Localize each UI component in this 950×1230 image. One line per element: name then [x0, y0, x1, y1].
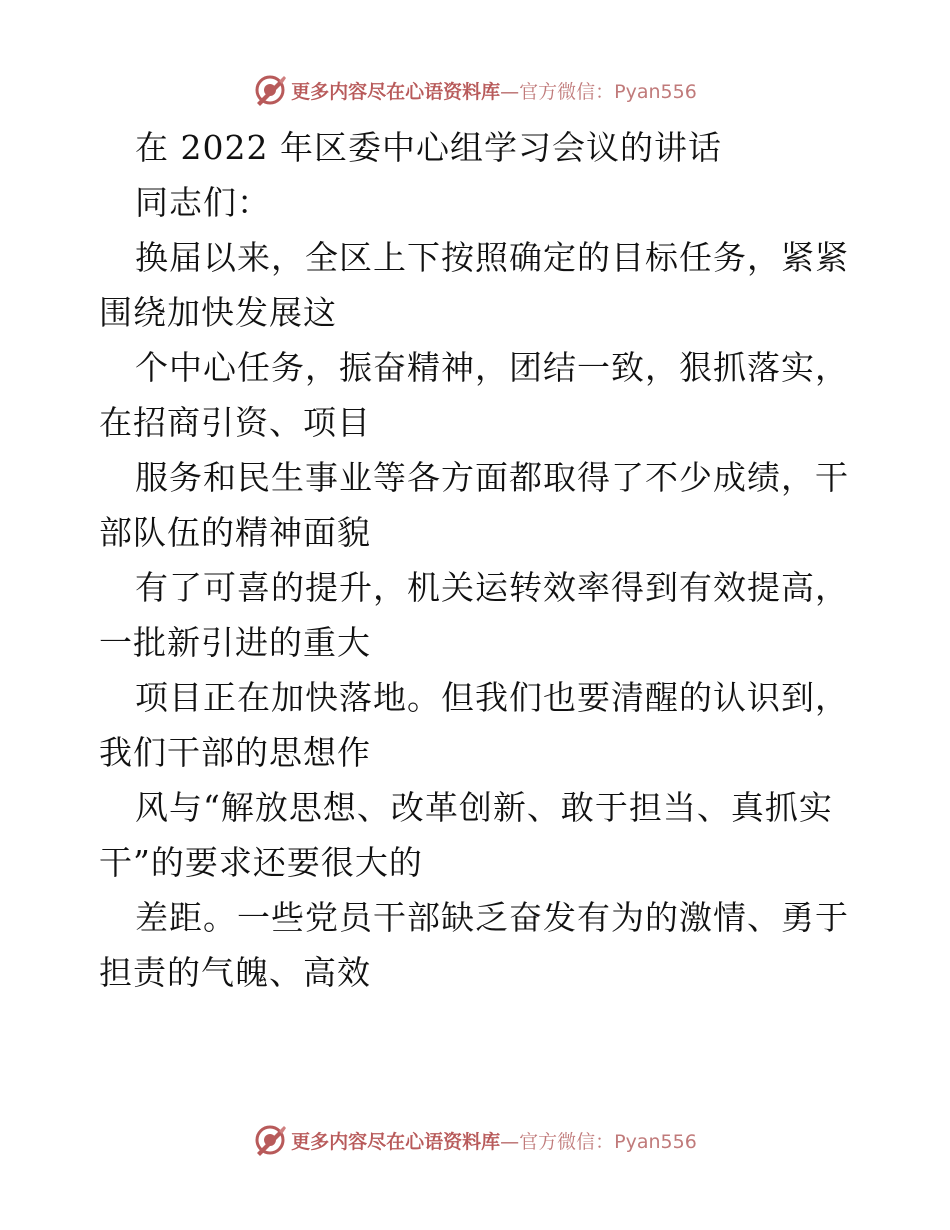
header-watermark: [0, 70, 950, 110]
paragraph-line: 一批新引进的重大: [99, 623, 371, 662]
paragraph-line: 部队伍的精神面貌: [99, 513, 371, 552]
paragraph-line: 干”的要求还要很大的: [99, 843, 423, 882]
document-body: [99, 120, 859, 1000]
paragraph-line: 有了可喜的提升，机关运转效率得到有效提高，: [135, 568, 849, 607]
paragraph-line: 风与“解放思想、改革创新、敢于担当、真抓实: [135, 788, 833, 827]
document-title: 在 2022 年区委中心组学习会议的讲话: [135, 128, 722, 167]
watermark-main-text: 更多内容尽在心语资料库: [291, 1130, 501, 1153]
greeting: 同志们：: [135, 183, 271, 222]
paragraph-line: 在招商引资、项目: [99, 403, 371, 442]
paragraph-line: 服务和民生事业等各方面都取得了不少成绩，干: [135, 458, 849, 497]
watermark-separator: —: [500, 80, 520, 103]
watermark-account-text: 官方微信：Pyan556: [519, 80, 697, 103]
paragraph-line: 差距。一些党员干部缺乏奋发有为的激情、勇于: [135, 898, 849, 937]
brand-logo-icon: [253, 73, 287, 107]
paragraph-line: 个中心任务，振奋精神，团结一致，狠抓落实，: [135, 348, 849, 387]
watermark-separator: —: [500, 1130, 520, 1153]
paragraph-line: 担责的气魄、高效: [99, 953, 371, 992]
brand-logo-icon: [253, 1123, 287, 1157]
paragraph-line: 围绕加快发展这: [99, 293, 337, 332]
watermark-account-text: 官方微信：Pyan556: [519, 1130, 697, 1153]
watermark-main-text: 更多内容尽在心语资料库: [291, 80, 501, 103]
paragraph-line: 换届以来，全区上下按照确定的目标任务，紧紧: [135, 238, 849, 277]
paragraph-line: 我们干部的思想作: [99, 733, 371, 772]
paragraph-line: 项目正在加快落地。但我们也要清醒的认识到，: [135, 678, 849, 717]
footer-watermark: [0, 1120, 950, 1160]
